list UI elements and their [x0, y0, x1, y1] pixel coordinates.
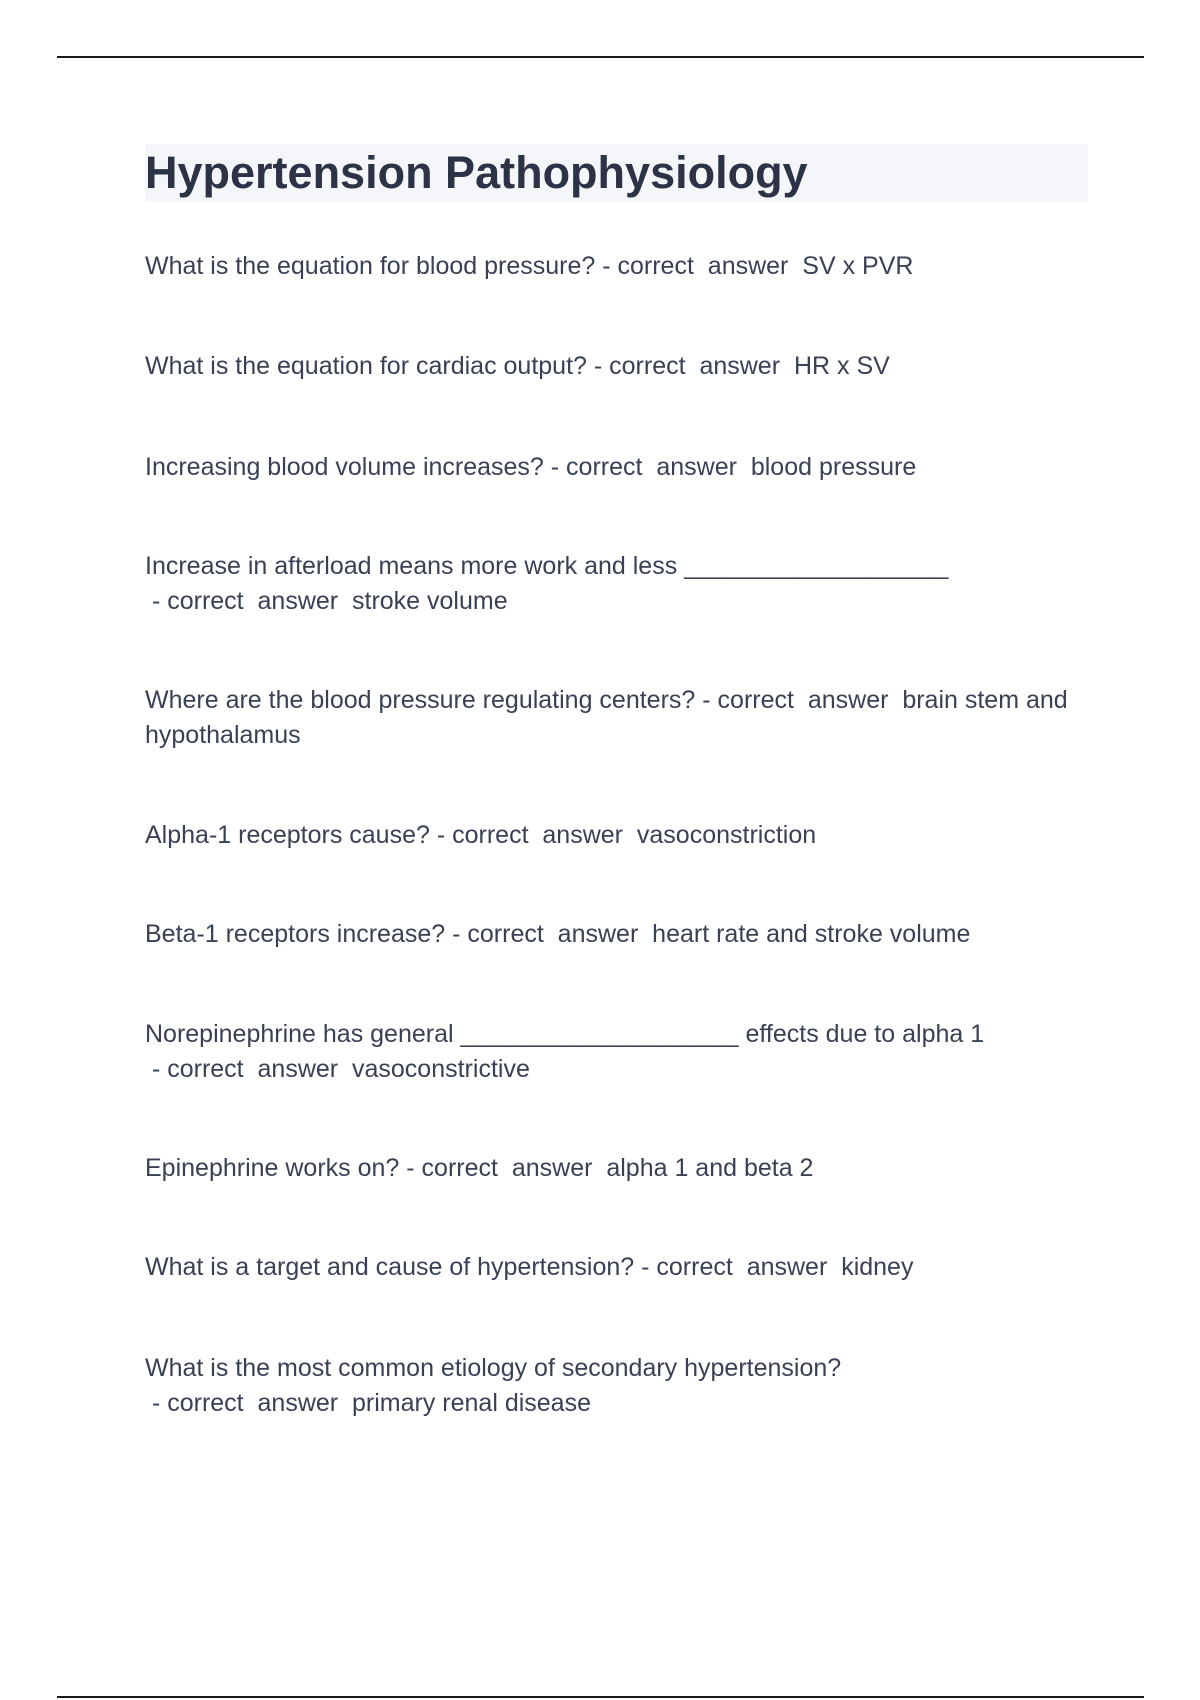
- question-text: What is a target and cause of hypertension?: [145, 1253, 635, 1281]
- qa-item: [145, 349, 1075, 384]
- qa-item: [145, 1250, 1075, 1285]
- answer-separator: - correct answer: [445, 920, 653, 948]
- answer-separator: - correct answer: [145, 1055, 352, 1083]
- answer-text: SV x PVR: [802, 252, 914, 280]
- qa-item: [145, 818, 1075, 853]
- answer-text: kidney: [841, 1253, 914, 1281]
- answer-separator: - correct answer: [145, 1389, 352, 1417]
- question-text: Where are the blood pressure regulating centers?: [145, 686, 696, 714]
- answer-text: alpha 1 and beta 2: [606, 1154, 814, 1182]
- answer-text: stroke volume: [352, 587, 508, 615]
- qa-item: [145, 1351, 1075, 1421]
- question-text: Increase in afterload means more work and less ___________________: [145, 552, 949, 580]
- qa-item: [145, 450, 1075, 485]
- qa-item: [145, 1017, 1075, 1087]
- answer-separator: - correct answer: [595, 252, 803, 280]
- answer-text: heart rate and stroke volume: [652, 920, 971, 948]
- question-text: Epinephrine works on?: [145, 1154, 400, 1182]
- answer-separator: - correct answer: [429, 821, 637, 849]
- qa-item: [145, 683, 1075, 753]
- qa-item: [145, 1151, 1075, 1186]
- question-text: Alpha-1 receptors cause?: [145, 821, 430, 849]
- qa-item: [145, 549, 1075, 619]
- answer-separator: - correct answer: [634, 1253, 842, 1281]
- answer-separator: - correct answer: [543, 453, 751, 481]
- answer-text: primary renal disease: [352, 1389, 591, 1417]
- top-rule: [57, 56, 1144, 58]
- question-text: Norepinephrine has general ____________________ effects due to alpha 1: [145, 1020, 985, 1048]
- answer-text: blood pressure: [750, 453, 917, 481]
- document-title: Hypertension Pathophysiology: [145, 147, 808, 198]
- answer-separator: - correct answer: [399, 1154, 607, 1182]
- answer-text: vasoconstrictive: [352, 1055, 530, 1083]
- answer-separator: - correct answer: [145, 587, 352, 615]
- bottom-rule: [57, 1696, 1144, 1698]
- answer-separator: - correct answer: [695, 686, 903, 714]
- answer-text: HR x SV: [793, 352, 890, 380]
- answer-text: vasoconstriction: [636, 821, 817, 849]
- answer-separator: - correct answer: [586, 352, 794, 380]
- qa-item: [145, 249, 1075, 284]
- answer-text: brain stem and hypothalamus: [145, 686, 1068, 749]
- qa-item: [145, 917, 1075, 952]
- question-text: Beta-1 receptors increase?: [145, 920, 446, 948]
- question-text: What is the equation for blood pressure?: [145, 252, 596, 280]
- question-text: What is the most common etiology of secondary hypertension?: [145, 1354, 842, 1382]
- question-text: Increasing blood volume increases?: [145, 453, 544, 481]
- question-text: What is the equation for cardiac output?: [145, 352, 587, 380]
